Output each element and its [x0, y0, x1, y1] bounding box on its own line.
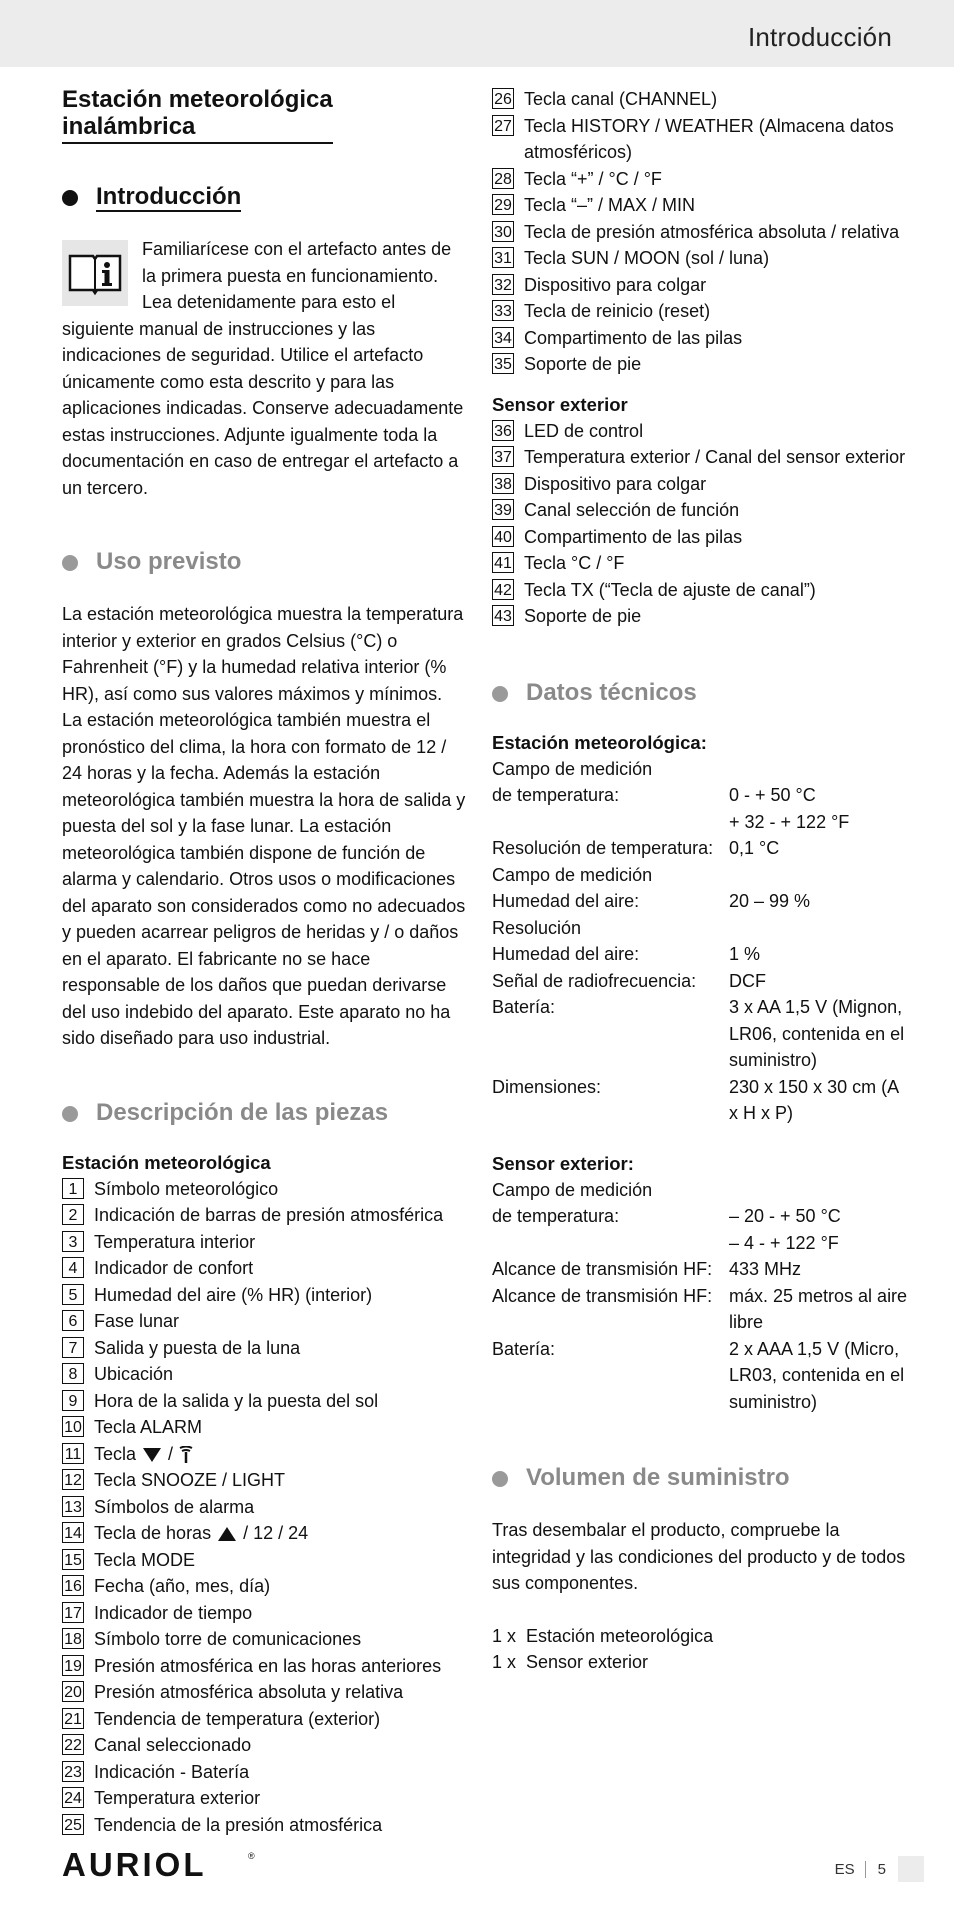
supply-quantity: 1 x — [492, 1625, 517, 1646]
part-number: 23 — [62, 1761, 84, 1782]
spec-value: máx. 25 metros al aire libre — [729, 1285, 908, 1332]
list-item — [492, 298, 912, 325]
part-label: Tecla “+” / °C / °F — [524, 168, 662, 189]
footer-page-number: 5 — [877, 1860, 886, 1878]
station-subhead: Estación meteorológica — [62, 1151, 271, 1173]
part-number: 15 — [62, 1549, 84, 1570]
part-label: Tendencia de la presión atmosférica — [94, 1814, 383, 1835]
list-item — [492, 524, 912, 551]
part-label: Indicación de barras de presión atmosférica — [94, 1205, 444, 1225]
part-number: 4 — [62, 1257, 84, 1278]
part-number: 22 — [62, 1734, 84, 1755]
spec-value: – 4 - + 122 °F — [729, 1232, 839, 1253]
part-number: 20 — [62, 1681, 84, 1702]
list-item — [62, 1494, 467, 1521]
spec-key: Batería: — [492, 997, 556, 1017]
part-label: Tecla “–” / MAX / MIN — [524, 195, 696, 215]
list-item — [492, 219, 912, 246]
triangle-down-icon — [143, 1448, 161, 1462]
spec-row — [492, 862, 912, 889]
part-number: 28 — [492, 168, 514, 189]
list-item — [62, 1653, 467, 1680]
bullet-icon — [492, 686, 508, 702]
part-label: Compartimento de las pilas — [524, 327, 743, 348]
spec-key: Batería: — [492, 1338, 556, 1359]
part-number: 18 — [62, 1628, 84, 1649]
list-item — [492, 272, 912, 299]
part-number: 34 — [492, 327, 514, 348]
station-specs-subhead: Estación meteorológica: — [492, 731, 707, 753]
part-number: 35 — [492, 353, 514, 374]
part-label: Temperatura exterior / Canal del sensor exterior — [524, 447, 906, 467]
list-item — [492, 418, 912, 445]
part-number: 24 — [62, 1787, 84, 1808]
part-label: Símbolos de alarma — [94, 1496, 255, 1517]
station-specs-table — [492, 756, 912, 1127]
part-label: Tecla SNOOZE / LIGHT — [94, 1470, 286, 1490]
footer-language: ES — [835, 1861, 866, 1878]
part-label: Tecla °C / °F — [524, 553, 625, 573]
part-number: 30 — [492, 221, 514, 242]
list-item — [62, 1626, 467, 1653]
spec-value: 3 x AA 1,5 V (Mignon, LR06, contenida en el suministro) — [729, 997, 905, 1070]
antenna-icon — [178, 1446, 194, 1464]
title-block — [62, 86, 333, 144]
heading-uso-previsto: Uso previsto — [62, 547, 467, 577]
part-number: 41 — [492, 552, 514, 573]
part-number: 19 — [62, 1655, 84, 1676]
title-line-2: inalámbrica — [62, 113, 196, 140]
part-label: Salida y puesta de la luna — [94, 1337, 301, 1358]
part-label: Soporte de pie — [524, 354, 642, 374]
spec-row — [492, 1177, 912, 1204]
triangle-up-icon — [218, 1527, 236, 1541]
part-number: 26 — [492, 88, 514, 109]
part-number: 16 — [62, 1575, 84, 1596]
list-item — [492, 325, 912, 352]
station-parts-list-continued — [492, 86, 912, 378]
part-number: 3 — [62, 1231, 84, 1252]
part-number: 40 — [492, 526, 514, 547]
spec-key: Campo de medición — [492, 758, 653, 779]
list-item — [62, 1706, 467, 1733]
list-item — [62, 1441, 467, 1468]
part-label: Fecha (año, mes, día) — [94, 1576, 271, 1596]
part-number: 17 — [62, 1602, 84, 1623]
spec-value: 1 % — [729, 944, 761, 964]
spec-key: Señal de radiofrecuencia: — [492, 970, 697, 991]
spec-value: 230 x 150 x 30 cm (A x H x P) — [729, 1076, 899, 1123]
spec-row — [492, 1283, 912, 1336]
list-item — [62, 1282, 467, 1309]
supply-label: Sensor exterior — [526, 1652, 649, 1672]
spec-value: 0 - + 50 °C — [729, 785, 816, 805]
spec-row — [492, 782, 912, 809]
spec-key: Alcance de transmisión HF: — [492, 1259, 713, 1279]
list-item — [492, 603, 912, 630]
part-label — [94, 1441, 467, 1468]
sensor-subhead: Sensor exterior — [492, 393, 628, 415]
spec-key: Resolución — [492, 917, 582, 938]
list-item — [62, 1255, 467, 1282]
spec-key — [492, 1230, 729, 1257]
heading-introduccion: Introducción — [62, 182, 467, 212]
part-label: Indicación - Batería — [94, 1761, 250, 1782]
list-item — [62, 1388, 467, 1415]
bullet-icon — [62, 190, 78, 206]
part-number: 43 — [492, 605, 514, 626]
spec-key: Campo de medición — [492, 864, 653, 885]
sensor-specs-subhead: Sensor exterior: — [492, 1152, 634, 1174]
part-number: 38 — [492, 473, 514, 494]
part-label-suffix: / — [163, 1443, 179, 1464]
sensor-specs-table — [492, 1177, 912, 1416]
list-item — [62, 1229, 467, 1256]
list-item — [492, 86, 912, 113]
list-item — [492, 192, 912, 219]
list-item — [62, 1467, 467, 1494]
list-item — [492, 444, 912, 471]
spec-key: Dimensiones: — [492, 1076, 602, 1097]
part-label: Temperatura exterior — [94, 1788, 261, 1808]
part-label: Tecla ALARM — [94, 1417, 203, 1437]
spec-key: Alcance de transmisión HF: — [492, 1285, 713, 1306]
footer-tab-marker — [898, 1856, 924, 1882]
list-item — [62, 1520, 467, 1547]
part-number: 14 — [62, 1522, 84, 1543]
list-item — [492, 577, 912, 604]
list-item — [62, 1759, 467, 1786]
spec-row — [492, 1074, 912, 1127]
part-label: Tecla MODE — [94, 1549, 196, 1570]
spec-row — [492, 941, 912, 968]
spec-key: Humedad del aire: — [492, 944, 640, 964]
part-label: Presión atmosférica absoluta y relativa — [94, 1682, 404, 1702]
part-number: 7 — [62, 1337, 84, 1358]
footer-page-info — [835, 1856, 924, 1882]
part-number: 21 — [62, 1708, 84, 1729]
part-number: 36 — [492, 420, 514, 441]
spec-value — [729, 756, 912, 783]
part-label: Tendencia de temperatura (exterior) — [94, 1708, 381, 1729]
spec-row — [492, 835, 912, 862]
part-label: Símbolo meteorológico — [94, 1178, 279, 1199]
title-line-1: Estación meteorológica — [62, 86, 333, 113]
list-item — [62, 1202, 467, 1229]
brand-logo-text: AURIOL — [62, 1847, 207, 1881]
station-parts-list — [62, 1176, 467, 1839]
spec-key: Resolución de temperatura: — [492, 838, 714, 858]
heading-volumen-suministro: Volumen de suministro — [492, 1463, 912, 1493]
part-number: 29 — [492, 194, 514, 215]
part-label — [94, 1520, 467, 1547]
part-label: Dispositivo para colgar — [524, 473, 707, 494]
list-item — [492, 245, 912, 272]
supply-list — [492, 1623, 912, 1676]
spec-value: + 32 - + 122 °F — [729, 811, 850, 832]
bullet-icon — [62, 555, 78, 571]
part-label: Tecla SUN / MOON (sol / luna) — [524, 248, 770, 268]
spec-row — [492, 915, 912, 942]
sensor-parts-list — [492, 418, 912, 630]
spec-value: 433 MHz — [729, 1259, 802, 1279]
spec-value: 2 x AAA 1,5 V (Micro, LR03, contenida en el suministro) — [729, 1338, 905, 1412]
list-item — [62, 1812, 467, 1839]
part-label: Dispositivo para colgar — [524, 274, 707, 295]
list-item — [62, 1361, 467, 1388]
part-label-prefix: Tecla — [94, 1443, 142, 1464]
part-label-suffix: / 12 / 24 — [238, 1523, 309, 1543]
part-number: 42 — [492, 579, 514, 600]
part-label: Fase lunar — [94, 1311, 180, 1331]
part-label: Símbolo torre de comunicaciones — [94, 1629, 362, 1649]
part-label: Temperatura interior — [94, 1231, 256, 1252]
list-item — [62, 1308, 467, 1335]
spec-value: – 20 - + 50 °C — [729, 1206, 841, 1226]
list-item — [492, 113, 912, 166]
spec-row — [492, 1256, 912, 1283]
svg-text:®: ® — [248, 1851, 255, 1861]
part-number: 9 — [62, 1390, 84, 1411]
part-label: Ubicación — [94, 1364, 174, 1384]
spec-key: Campo de medición — [492, 1179, 653, 1200]
part-label: Compartimento de las pilas — [524, 526, 743, 547]
spec-row — [492, 1203, 912, 1230]
part-label: Indicador de tiempo — [94, 1602, 253, 1623]
part-label: Hora de la salida y la puesta del sol — [94, 1390, 379, 1411]
part-label: Indicador de confort — [94, 1258, 254, 1278]
document-title — [62, 86, 467, 144]
heading-descripcion-piezas: Descripción de las piezas — [62, 1098, 467, 1128]
part-number: 10 — [62, 1416, 84, 1437]
section-header-title: Introducción — [747, 22, 892, 52]
volumen-paragraph: Tras desembalar el producto, compruebe la integridad y las condiciones del producto y de todos sus componentes. — [492, 1520, 906, 1593]
list-item — [62, 1547, 467, 1574]
part-number: 37 — [492, 446, 514, 467]
list-item — [492, 351, 912, 378]
spec-value: 20 – 99 % — [729, 891, 811, 911]
spec-key: de temperatura: — [492, 785, 620, 805]
part-label: LED de control — [524, 420, 644, 441]
spec-value — [729, 915, 912, 942]
spec-value: DCF — [729, 970, 766, 991]
spec-value: 0,1 °C — [729, 838, 780, 858]
supply-item — [492, 1649, 912, 1676]
part-label: Presión atmosférica en las horas anteriores — [94, 1655, 442, 1676]
part-number: 13 — [62, 1496, 84, 1517]
list-item — [492, 166, 912, 193]
part-label: Tecla de presión atmosférica absoluta / relativa — [524, 221, 900, 242]
list-item — [492, 497, 912, 524]
spec-row — [492, 1230, 912, 1257]
bullet-icon — [62, 1106, 78, 1122]
part-number: 32 — [492, 274, 514, 295]
part-number: 2 — [62, 1204, 84, 1225]
brand-logo — [62, 1847, 262, 1886]
part-number: 33 — [492, 300, 514, 321]
book-info-icon — [62, 240, 128, 306]
part-number: 5 — [62, 1284, 84, 1305]
part-number: 31 — [492, 247, 514, 268]
spec-row — [492, 968, 912, 995]
spec-value — [729, 1177, 912, 1204]
list-item — [62, 1176, 467, 1203]
spec-key: de temperatura: — [492, 1206, 620, 1226]
header-band — [0, 0, 954, 67]
intro-block — [62, 236, 467, 501]
part-label: Canal selección de función — [524, 500, 740, 520]
list-item — [62, 1335, 467, 1362]
part-label: Humedad del aire (% HR) (interior) — [94, 1284, 373, 1305]
spec-key: Humedad del aire: — [492, 891, 640, 911]
part-label: Soporte de pie — [524, 606, 642, 626]
part-number: 27 — [492, 115, 514, 136]
part-label: Canal seleccionado — [94, 1735, 252, 1755]
part-number: 6 — [62, 1310, 84, 1331]
spec-key — [492, 809, 729, 836]
part-label: Tecla canal (CHANNEL) — [524, 89, 718, 109]
list-item — [62, 1573, 467, 1600]
spec-row — [492, 756, 912, 783]
list-item — [62, 1414, 467, 1441]
intro-paragraph: Familiarícese con el artefacto antes de la primera puesta en funcionamiento. Lea detenidamente para esto el siguiente manual de instrucciones y las indicaciones de seguridad. Utilice el artefacto únicamente como esta descrito y para las aplicaciones indicadas. Conserve adecuadamente estas instrucciones. Adjunte igualmente toda la documentación en caso de entregar el artefacto a un tercero. — [62, 239, 464, 498]
list-item — [62, 1732, 467, 1759]
list-item — [492, 550, 912, 577]
part-number: 11 — [62, 1443, 84, 1464]
part-label: Tecla de reinicio (reset) — [524, 301, 711, 321]
list-item — [62, 1679, 467, 1706]
supply-item — [492, 1623, 912, 1650]
part-number: 8 — [62, 1363, 84, 1384]
spec-row — [492, 888, 912, 915]
part-number: 12 — [62, 1469, 84, 1490]
spec-row — [492, 1336, 912, 1416]
spec-row — [492, 994, 912, 1074]
part-label: Tecla TX (“Tecla de ajuste de canal”) — [524, 579, 816, 600]
part-label: Tecla HISTORY / WEATHER (Almacena datos atmosféricos) — [524, 115, 894, 162]
spec-row — [492, 809, 912, 836]
list-item — [62, 1600, 467, 1627]
uso-paragraph: La estación meteorológica muestra la temperatura interior y exterior en grados Celsius (°C) o Fahrenheit (°F) y la humedad relativa interior (% HR), así como sus valores máximos y mínimos. La estación meteorológica también muestra el pronóstico del clima, la hora con formato de 12 / 24 horas y la fecha. Además la estación meteorológica también muestra la hora de salida y puesta del sol y la fase lunar. La estación meteorológica también dispone de función de alarma y calendario. Otros usos o modificaciones del aparato son considerados como no adecuados y pueden acarrear peligros de heridas y / o daños en el aparato. El fabricante no se hace responsable de los daños que puedan derivarse del uso indebido del aparato. Este aparato no ha sido diseñado para uso industrial. — [62, 604, 466, 1048]
bullet-icon — [492, 1471, 508, 1487]
list-item — [492, 471, 912, 498]
left-column — [62, 86, 467, 1838]
spec-value — [729, 862, 912, 889]
part-number: 25 — [62, 1814, 84, 1835]
supply-quantity: 1 x — [492, 1652, 517, 1672]
part-number: 1 — [62, 1178, 84, 1199]
list-item — [62, 1785, 467, 1812]
right-column — [492, 86, 912, 1676]
heading-datos-tecnicos: Datos técnicos — [492, 678, 912, 708]
supply-label: Estación meteorológica — [526, 1625, 714, 1646]
part-number: 39 — [492, 499, 514, 520]
part-label-prefix: Tecla de horas — [94, 1523, 217, 1543]
